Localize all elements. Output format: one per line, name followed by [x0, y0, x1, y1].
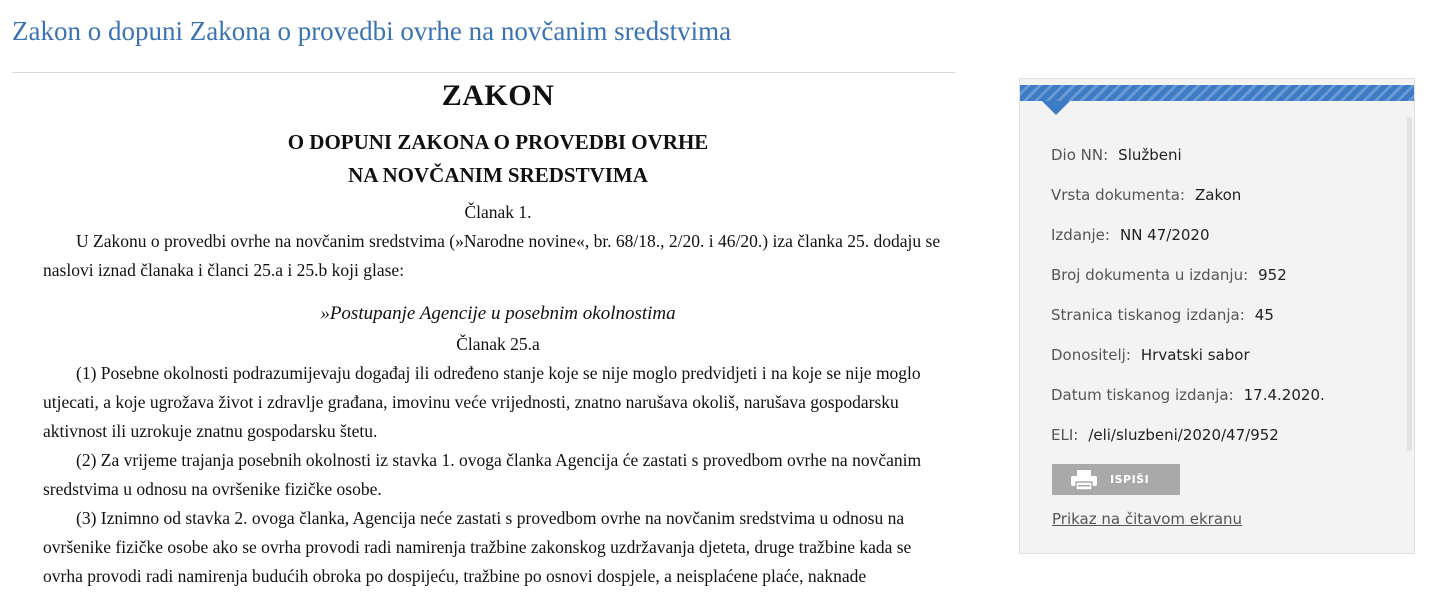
document-info-panel	[1019, 78, 1415, 554]
section-heading: »Postupanje Agencije u posebnim okolnostima	[320, 303, 676, 324]
title-divider	[12, 72, 955, 73]
meta-value: 17.4.2020.	[1243, 386, 1325, 404]
panel-scrollbar[interactable]	[1407, 117, 1412, 451]
paragraph-1: (1) Posebne okolnosti podrazumijevaju događaj ili određeno stanje koje se nije moglo predvidjeti i na koje se nije moglo utjecati, a koje ugrožava život i zdravlje građana, imovinu veće vrijednosti, znatno narušava okoliš, narušava gospodarsku aktivnost ili uzrokuje znatnu gospodarsku štetu.	[43, 363, 921, 441]
meta-row-izdanje	[1051, 219, 1325, 259]
fullscreen-view-link[interactable]: Prikaz na čitavom ekranu	[1052, 510, 1243, 528]
meta-row-vrsta-dokumenta	[1051, 179, 1325, 219]
document-body	[43, 78, 953, 591]
print-button[interactable]	[1052, 464, 1180, 495]
subheading-line-1: O DOPUNI ZAKONA O PROVEDBI OVRHE	[287, 130, 709, 154]
meta-row-datum	[1051, 379, 1325, 419]
meta-label: ELI:	[1051, 426, 1079, 444]
panel-header-notch	[1042, 101, 1070, 115]
meta-label: Izdanje:	[1051, 226, 1110, 244]
meta-value: Službeni	[1118, 146, 1182, 164]
meta-label: Broj dokumenta u izdanju:	[1051, 266, 1249, 284]
meta-row-dio-nn	[1051, 139, 1325, 179]
meta-row-stranica	[1051, 299, 1325, 339]
meta-value: NN 47/2020	[1119, 226, 1210, 244]
meta-value: 952	[1258, 266, 1287, 284]
meta-label: Datum tiskanog izdanja:	[1051, 386, 1234, 404]
meta-label: Stranica tiskanog izdanja:	[1051, 306, 1245, 324]
panel-header-stripe	[1020, 85, 1414, 101]
meta-value: 45	[1254, 306, 1274, 324]
metadata-list	[1051, 139, 1325, 459]
article-1-text: U Zakonu o provedbi ovrhe na novčanim sredstvima (»Narodne novine«, br. 68/18., 2/20. i 46/20.) iza članka 25. dodaju se naslovi iznad članaka i članci 25.a i 25.b koji glase:	[43, 231, 941, 280]
meta-value: Hrvatski sabor	[1140, 346, 1250, 364]
printer-icon	[1070, 469, 1098, 491]
paragraph-3: (3) Iznimno od stavka 2. ovoga članka, Agencija neće zastati s provedbom ovrhe na novčanim sredstvima u odnosu na ovršenike fizičke osobe ako se ovrha provodi radi namirenja tražbine zakonskog uzdržavanja djeteta, druge tražbine kada se ovrha provodi radi namirenja budućih obroka po dospijeću, tražbine po osnovi dospjele, a neisplaćene plaće, naknade	[43, 508, 912, 586]
document-heading: ZAKON	[441, 79, 555, 112]
meta-label: Donositelj:	[1051, 346, 1131, 364]
meta-row-donositelj	[1051, 339, 1325, 379]
article-1-title: Članak 1.	[464, 202, 532, 222]
page-title: Zakon o dopuni Zakona o provedbi ovrhe na novčanim sredstvima	[12, 16, 732, 46]
meta-value: Zakon	[1195, 186, 1242, 204]
document-subheading	[43, 126, 953, 192]
meta-label: Dio NN:	[1051, 146, 1109, 164]
paragraph-2: (2) Za vrijeme trajanja posebnih okolnosti iz stavka 1. ovoga članka Agencija će zastati s provedbom ovrhe na novčanim sredstvima u odnosu na ovršenike fizičke osobe.	[43, 450, 922, 499]
subheading-line-2: NA NOVČANIM SREDSTVIMA	[348, 163, 648, 187]
meta-row-eli	[1051, 419, 1325, 459]
article-25a-title: Članak 25.a	[456, 334, 540, 354]
meta-value: /eli/sluzbeni/2020/47/952	[1088, 426, 1279, 444]
meta-label: Vrsta dokumenta:	[1051, 186, 1185, 204]
print-button-label: ISPIŠI	[1110, 473, 1150, 486]
meta-row-broj-dokumenta	[1051, 259, 1325, 299]
